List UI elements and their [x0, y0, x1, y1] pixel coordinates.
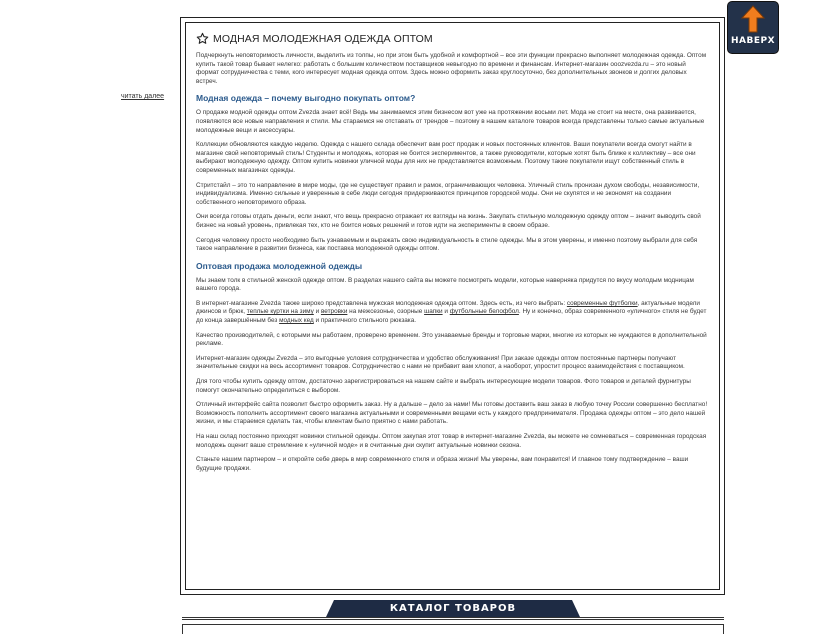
- catalog-box: [182, 624, 724, 634]
- paragraph: Стритстайл – это то направление в мире моды, где не существует правил и рамок, ограничивающих человека. Уличный стиль пронизан духом свободы, независимости, индивидуализма. Именно сильные и уверенные в себе люди сегодня придерживаются принципов городской моды. Они не скупятся и не экономят на создании собственного неповторимого образа.: [196, 181, 700, 206]
- page-title: МОДНАЯ МОЛОДЕЖНАЯ ОДЕЖДА ОПТОМ: [213, 32, 433, 45]
- text-fragment: и практичного стильного рюкзака.: [313, 317, 417, 325]
- tshirts-link[interactable]: современные футболки: [566, 299, 638, 307]
- text-fragment: , актуальные модели джинсов и брюк,: [196, 299, 700, 316]
- paragraph: Мы знаем толк в стильной женской одежде оптом. В разделах нашего сайта вы можете посмотреть модели, которые наверняка придутся по вкусу молодым модницам вашего города.: [196, 276, 694, 293]
- windbreakers-link[interactable]: ветровки: [320, 308, 348, 316]
- paragraph: Качество производителей, с которыми мы работаем, проверено временем. Это узнаваемые бренды и торговые марки, многие из которых не нуждаются в дополнительной рекламе.: [196, 331, 707, 348]
- paragraph-with-links: [196, 300, 708, 326]
- text-fragment: и: [442, 308, 450, 316]
- read-more-link[interactable]: читать далее: [121, 93, 165, 100]
- paragraph: Для того чтобы купить одежду оптом, достаточно зарегистрироваться на нашем сайте и выбрать интересующие модели товаров. Фото товаров и деталей фурнитуры помогут окончательно определиться с выбором.: [196, 378, 691, 394]
- text-fragment: В интернет-магазине Zvezda также широко представлена мужская молодежная одежда оптом. Здесь есть, из чего выбрать:: [196, 299, 567, 307]
- catalog-title: КАТАЛОГ ТОВАРОВ: [389, 603, 517, 614]
- paragraph: Станьте нашим партнером – и откройте себе дверь в мир современного стиля и образа жизни! Мы уверены, вам понравится! И главное тому подтверждение – ваши будущие продажи.: [196, 456, 689, 472]
- divider: [182, 619, 724, 620]
- text-fragment: и: [313, 308, 321, 316]
- hats-link[interactable]: шапки: [424, 308, 443, 316]
- paragraph: О продаже модной одежды оптом Zvezda знает всё! Ведь мы занимаемся этим бизнесом вот уже на протяжении восьми лет. Мода не стоит на месте, она развивается, появляются все новые направления и стили. Мы стараемся не отставать от трендов – поэтому в нашем каталоге товаров всегда представлены только самые актуальные молодежные вещи и аксессуары.: [196, 109, 705, 134]
- section-heading-why-wholesale: Модная одежда – почему выгодно покупать оптом?: [196, 93, 416, 104]
- catalog-banner[interactable]: [326, 600, 580, 617]
- intro-paragraph: Подчеркнуть неповторимость личности, выделить из толпы, но при этом быть удобной и комфортной – все эти функции прекрасно выполняет молодежная одежда. Оптом купить такой товар бывает нелегко: работать с большим количеством поставщиков невыгодно по времени и финансам. Интернет-магазин ooozvezda.ru – это новый формат сотрудничества с теми, кого интересует модная одежда оптом. Здесь можно оформить заказ круглосуточно, без дополнительных звонков и долгих деловых встреч.: [196, 52, 707, 85]
- star-icon: [196, 32, 209, 45]
- paragraph: Интернет-магазин одежды Zvezda – это выгодные условия сотрудничества и удобство обслуживания! При заказе одежды оптом постоянные партнеры получают значительные скидки на весь ассортимент товаров. Сотрудничество с нами не прибавит вам хлопот, а наоборот, упростит процесс взаимодействия с поставщиком.: [196, 354, 685, 371]
- paragraph: Коллекции обновляются каждую неделю. Одежда с нашего склада обеспечит вам рост продаж и новых постоянных клиентов. Ваши покупатели всегда смогут найти в магазине свой неповторимый стиль! Студенты и молодежь, которая не боится экспериментов, а также руководители, которые хотят быть ближе к коллективу – все они выбирают молодежную одежду. Оптом купить новинки уличной моды для них не представляется возможным. Поэтому такие покупатели ищут собственный стиль в современных магазинах одежды.: [196, 141, 696, 174]
- scroll-to-top-button[interactable]: [727, 1, 779, 54]
- arrow-up-icon: [741, 5, 765, 33]
- paragraph: На наш склад постоянно приходят новинки стильной одежды. Оптом закупая этот товар в интернет-магазине Zvezda, вы можете не сомневаться – современная городская молодежь оценит ваше стремление к «уличной моде» и в считанные дни скупит актуальные новинки сезона.: [196, 433, 707, 449]
- paragraph: Сегодня человеку просто необходимо быть узнаваемым и выражать свою индивидуальность в стиле одежды. Мы в этом уверены, и именно поэтому выбрали для себя такое направление в развитии бизнеса, как поставка молодежной одежды оптом.: [196, 236, 698, 253]
- text-fragment: . Ну и конечно, образ современного «уличного» стиля не будет до конца завершённым без: [196, 308, 707, 325]
- text-fragment: на межсезонье, озорные: [347, 308, 425, 316]
- article-title-row: [196, 32, 708, 45]
- scroll-to-top-label: НАВЕРХ: [730, 36, 776, 46]
- section-heading-wholesale-sale: Оптовая продажа молодежной одежды: [196, 260, 363, 271]
- paragraph: Они всегда готовы отдать деньги, если знают, что вещь прекрасно отражает их взгляды на жизнь. Закупать стильную молодежную одежду оптом – значит выводить свой бизнес на новый уровень, привлекая тех, кто не боится новых решений и готов идти на эксперименты в своем образе.: [196, 213, 701, 229]
- sneakers-link[interactable]: модных кед: [279, 317, 314, 325]
- football-link[interactable]: футбольные белофбол: [449, 308, 519, 316]
- divider: [182, 617, 724, 618]
- winter-jackets-link[interactable]: теплые куртки на зиму: [246, 308, 314, 316]
- article-box: [185, 22, 720, 590]
- paragraph: Отличный интерфейс сайта позволит быстро оформить заказ. Ну а дальше – дело за нами! Мы готовы доставить ваш заказ в любую точку России совершенно бесплатно! Возможность пополнить ассортимент своего магазина актуальными и современными вещами есть у каждого предпринимателя. Продажа одежды оптом – это дело нашей жизни, и мы стараемся сделать так, чтобы клиентам было приятно с нами работать.: [196, 401, 708, 426]
